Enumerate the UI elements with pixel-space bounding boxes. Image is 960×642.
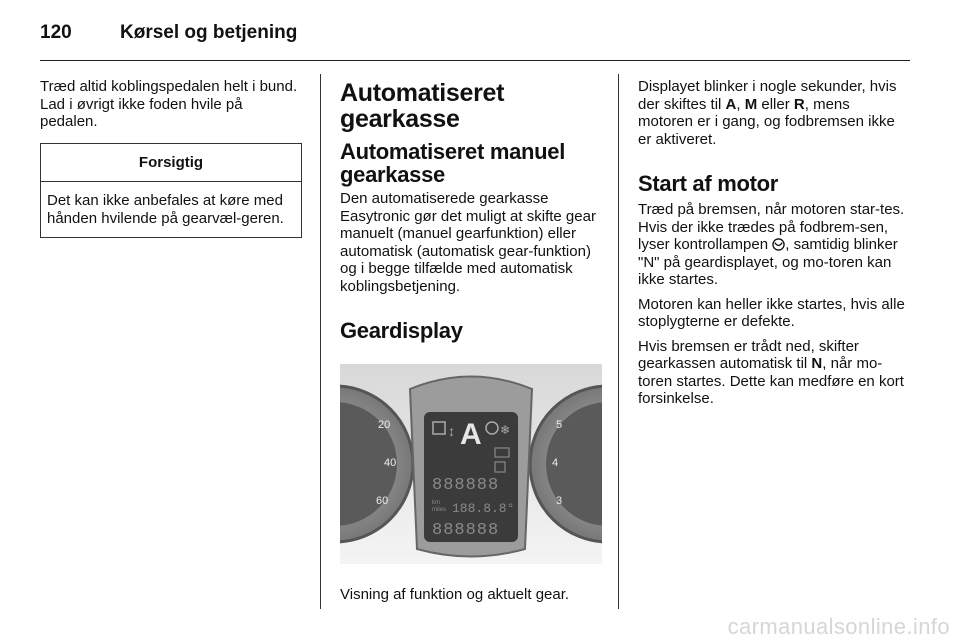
- snow-icon: ❄: [500, 423, 511, 437]
- chapter-title: Kørsel og betjening: [120, 22, 298, 43]
- segment-row-1: 888888: [432, 476, 500, 495]
- column-divider-1: [320, 74, 321, 609]
- gear-letter: A: [460, 418, 482, 451]
- brake-lamp-icon: [772, 236, 785, 253]
- subsection-heading: Automatiseret manuel gearkasse: [340, 139, 566, 187]
- start-engine-heading: Start af motor: [638, 171, 779, 196]
- page-header: [40, 20, 910, 61]
- svg-text:3: 3: [556, 495, 563, 507]
- watermark: carmanualsonline.info: [727, 614, 950, 639]
- brake-paragraph: Træd på bremsen, når motoren star-tes. Hvis der ikke trædes på fodbrem-sen, lyser kontrollampen , samtidig blinker "N" på geardisplayet, og mo-toren kan ikke startes.: [638, 201, 905, 288]
- shift-arrow-icon: ↕: [448, 423, 455, 439]
- stoplight-paragraph: Motoren kan heller ikke startes, hvis alle stoplygterne er defekte.: [638, 295, 905, 330]
- svg-text:20: 20: [378, 419, 391, 431]
- svg-text:4: 4: [552, 457, 559, 469]
- svg-text:40: 40: [384, 457, 397, 469]
- column-2: [340, 78, 602, 611]
- svg-text:5: 5: [556, 419, 563, 431]
- caution-box: [40, 143, 302, 239]
- intro-paragraph: Træd altid koblingspedalen helt i bund. Lad i øvrigt ikke foden hvile på pedalen.: [40, 78, 298, 130]
- column-3: [638, 78, 908, 415]
- unit-km: km: [432, 500, 440, 506]
- segment-row-2: 188.8.8°: [452, 501, 515, 516]
- key-a: A: [725, 95, 737, 113]
- neutral-paragraph: Hvis bremsen er trådt ned, skifter gearkassen automatisk til N, når mo-toren startes. Dette kan medføre en kort forsinkelse.: [638, 337, 904, 407]
- instrument-cluster-image: [340, 364, 602, 564]
- column-1: [40, 78, 302, 238]
- column-divider-2: [618, 74, 619, 609]
- page-number: 120: [40, 22, 72, 43]
- caution-text: Det kan ikke anbefales at køre med hånden hvilende på gearvæl-geren.: [47, 192, 284, 227]
- blink-paragraph: Displayet blinker i nogle sekunder, hvis der skiftes til A, M eller R, mens motoren er i gang, og fodbremsen ikke er aktiveret.: [638, 78, 897, 148]
- key-n: N: [811, 355, 823, 372]
- geardisplay-heading: Geardisplay: [340, 318, 463, 343]
- key-m: M: [744, 95, 758, 113]
- svg-text:60: 60: [376, 495, 389, 507]
- key-r: R: [793, 95, 805, 113]
- unit-miles: miles: [432, 507, 447, 513]
- section-heading: Automatiseret gearkasse: [340, 79, 505, 133]
- caution-title: Forsigtig: [41, 144, 301, 183]
- gearbox-description: Den automatiserede gearkasse Easytronic gør det muligt at skifte gear manuelt (manuel gearfunktion) eller automatisk (automatisk gear-funktion) og i begge tilfælde med automatisk koblingsbetjening.: [340, 190, 596, 295]
- segment-row-3: 888888: [432, 521, 500, 540]
- image-caption: Visning af funktion og aktuelt gear.: [340, 586, 570, 603]
